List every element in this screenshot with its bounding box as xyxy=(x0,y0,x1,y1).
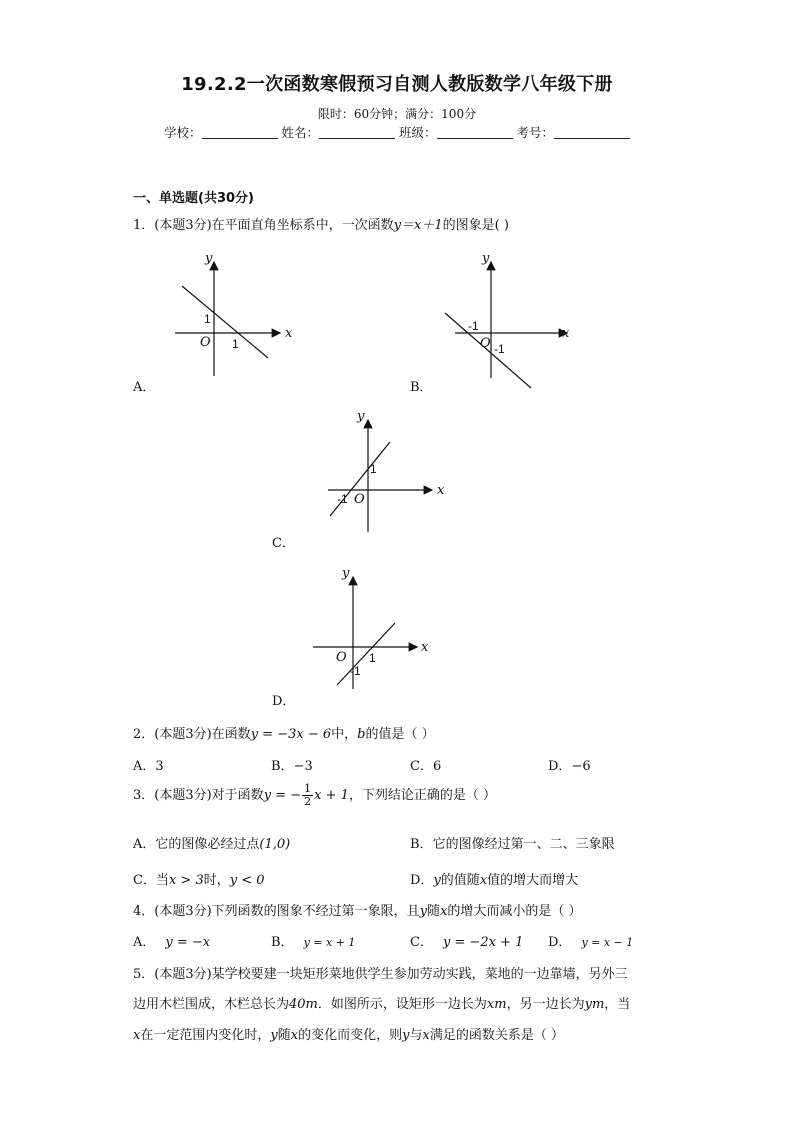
q5-math: ym xyxy=(584,997,605,1012)
question-4-var-x: x xyxy=(440,904,448,919)
option-math: y = −2x + 1 xyxy=(442,935,524,950)
option-math: (1,0) xyxy=(259,837,291,852)
origin-label: O xyxy=(336,650,347,665)
option-text-pre: 当 xyxy=(155,873,169,888)
option-label: B． xyxy=(271,935,294,950)
option-c-graph xyxy=(320,408,460,538)
x-intercept-label: -1 xyxy=(337,492,348,506)
option-label: A． xyxy=(133,837,156,852)
question-2-suffix: 的值是（ ） xyxy=(365,727,435,742)
section-heading: 一、单选题(共30分) xyxy=(133,191,254,206)
question-1-prefix: 1．(本题3分)在平面直角坐标系中，一次函数 xyxy=(133,218,394,233)
student-info-line xyxy=(164,123,630,141)
option-text: −6 xyxy=(571,759,591,774)
question-2-option-c[interactable] xyxy=(410,755,441,774)
q5-text: 与 xyxy=(409,1028,423,1043)
question-2-formula: y = −3x − 6 xyxy=(250,727,332,742)
time-score-line: 限时：60分钟；满分：100分 xyxy=(317,107,477,121)
y-intercept-label: -1 xyxy=(494,342,505,356)
origin-label: O xyxy=(480,336,491,351)
q5-math: 40m xyxy=(289,997,318,1012)
option-label: C． xyxy=(410,935,433,950)
question-3-option-b[interactable] xyxy=(410,833,615,852)
option-text: 它的图像必经过点 xyxy=(155,837,260,852)
option-math: y = x + 1 xyxy=(303,936,356,949)
y-axis-label: y xyxy=(205,251,213,266)
question-2-option-a[interactable] xyxy=(133,755,164,774)
name-label: 姓名： xyxy=(281,125,320,140)
option-label: A． xyxy=(133,935,156,950)
option-math-1: x > 3 xyxy=(168,873,204,888)
option-text: 它的图像经过第一、二、三象限 xyxy=(432,837,615,852)
option-label: D． xyxy=(410,873,434,888)
question-4 xyxy=(133,900,582,919)
question-2 xyxy=(133,723,435,742)
q5-text: ．如图所示，设矩形一边长为 xyxy=(317,997,487,1012)
class-label: 班级： xyxy=(399,125,437,140)
option-label: A． xyxy=(133,759,156,774)
option-b-label[interactable]: B． xyxy=(410,380,433,395)
option-text-mid: 的值随 xyxy=(440,873,480,888)
option-math: y = −x xyxy=(165,935,211,950)
q5-math: x xyxy=(133,1028,141,1043)
x-intercept-label: 1 xyxy=(369,651,376,665)
option-b-graph xyxy=(440,250,580,390)
question-3-suffix: ，下列结论正确的是（ ） xyxy=(348,788,496,803)
question-2-variable: b xyxy=(357,727,366,742)
option-label: C． xyxy=(133,873,156,888)
question-4-option-d[interactable] xyxy=(548,931,633,950)
y-axis-label: y xyxy=(482,251,490,266)
option-label: D． xyxy=(548,759,572,774)
y-axis-label: y xyxy=(357,409,365,424)
fraction-numerator: 1 xyxy=(304,782,312,795)
exam-no-label: 考号： xyxy=(516,125,555,140)
q5-text: 的变化而变化，则 xyxy=(298,1028,403,1043)
fraction-denominator: 2 xyxy=(304,795,312,808)
q5-text: 随 xyxy=(277,1028,291,1043)
x-intercept-label: 1 xyxy=(232,337,239,351)
question-1-formula: y＝x＋1 xyxy=(393,218,443,233)
option-math-2: x xyxy=(479,873,488,888)
school-label: 学校： xyxy=(164,125,202,140)
y-intercept-label: -1 xyxy=(350,664,361,678)
y-intercept-label: 1 xyxy=(204,312,211,326)
class-blank xyxy=(437,126,513,139)
document-title: 19.2.2一次函数寒假预习自测人教版数学八年级下册 xyxy=(181,74,613,95)
q5-text: ，另一边长为 xyxy=(506,997,585,1012)
x-axis-label: x xyxy=(437,483,445,498)
x-intercept-label: -1 xyxy=(468,319,479,333)
option-label: C． xyxy=(410,759,433,774)
q5-text: 在一定范围内变化时， xyxy=(140,1028,271,1043)
question-3-option-a[interactable] xyxy=(133,833,290,852)
q5-math: x xyxy=(422,1028,430,1043)
option-text-mid: 时， xyxy=(203,873,230,888)
origin-label: O xyxy=(354,492,365,507)
name-blank xyxy=(319,126,395,139)
q5-math: y xyxy=(270,1028,278,1043)
option-a-graph xyxy=(170,250,300,380)
question-4-var-y: y xyxy=(419,904,428,919)
option-text-post: 值的增大而增大 xyxy=(487,873,579,888)
question-3-prefix: 3．(本题3分)对于函数 xyxy=(133,788,264,803)
option-label: B． xyxy=(410,837,433,852)
q5-math: xm xyxy=(486,997,507,1012)
y-axis-label: y xyxy=(342,566,350,581)
question-1 xyxy=(133,214,509,233)
exam-no-blank xyxy=(554,126,630,139)
option-text: 6 xyxy=(432,759,442,774)
question-2-prefix: 2．(本题3分)在函数 xyxy=(133,727,251,742)
option-d-label[interactable]: D． xyxy=(272,694,296,709)
question-4-option-c[interactable] xyxy=(410,931,523,950)
question-4-option-a[interactable] xyxy=(133,931,210,950)
q5-math: y xyxy=(402,1028,410,1043)
question-4-prefix: 4．(本题3分)下列函数的图象不经过第一象限，且 xyxy=(133,904,420,919)
origin-label: O xyxy=(200,335,211,350)
option-text: 3 xyxy=(155,759,164,774)
option-a-label[interactable]: A． xyxy=(133,380,156,395)
option-label: B． xyxy=(271,759,294,774)
school-blank xyxy=(202,126,278,139)
question-4-option-b[interactable] xyxy=(271,931,355,950)
option-c-label[interactable]: C． xyxy=(272,536,295,551)
question-5-line-1: 5．(本题3分)某学校要建一块矩形菜地供学生参加劳动实践，菜地的一边靠墙，另外三 xyxy=(133,967,628,982)
x-axis-label: x xyxy=(562,326,570,341)
option-d-graph xyxy=(305,565,445,695)
question-1-suffix: 的图象是( ) xyxy=(442,218,509,233)
question-3-formula-lhs: y = − xyxy=(263,788,302,803)
x-axis-label: x xyxy=(421,640,429,655)
question-2-mid: 中， xyxy=(331,727,358,742)
q5-math: x xyxy=(290,1028,299,1043)
question-3-formula-rhs: x + 1 xyxy=(314,788,349,803)
question-3-option-d[interactable] xyxy=(410,869,578,888)
q5-text: 边用木栏围成，木栏总长为 xyxy=(133,997,290,1012)
option-text: −3 xyxy=(293,759,313,774)
option-math-1: y xyxy=(433,873,441,888)
function-line xyxy=(182,286,268,358)
x-axis-label: x xyxy=(285,326,293,341)
question-2-option-d[interactable] xyxy=(548,755,591,774)
question-3 xyxy=(133,783,496,808)
y-intercept-label: 1 xyxy=(370,462,377,476)
q5-text: 满足的函数关系是（ ） xyxy=(429,1028,564,1043)
question-5-line-2 xyxy=(133,993,630,1012)
question-5-line-3 xyxy=(133,1024,564,1043)
question-3-option-c[interactable] xyxy=(133,869,265,888)
option-math: y = x − 1 xyxy=(581,936,634,949)
question-4-mid: 随 xyxy=(427,904,441,919)
q5-text: ，当 xyxy=(604,997,631,1012)
option-label: D． xyxy=(548,935,572,950)
option-math-2: y < 0 xyxy=(229,873,265,888)
question-3-fraction xyxy=(302,783,313,808)
question-2-option-b[interactable] xyxy=(271,755,313,774)
question-4-suffix: 的增大而减小的是（ ） xyxy=(447,904,582,919)
